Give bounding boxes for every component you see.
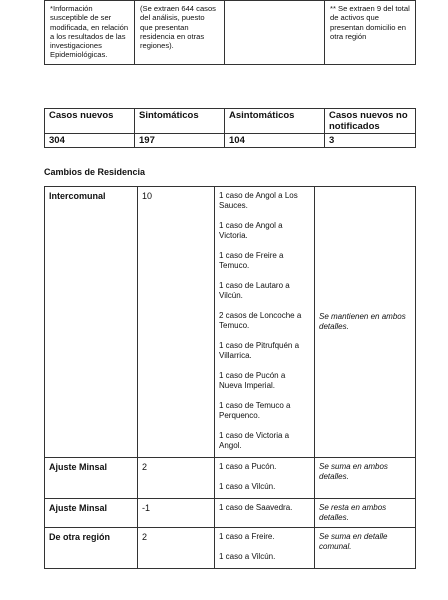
notes-row — [45, 1, 416, 65]
detail-item: 1 caso de Temuco a Perquenco. — [219, 401, 291, 420]
note-excluded-cases: (Se extraen 644 casos del análisis, puesto que presentan residencia en otras regiones). — [135, 1, 225, 65]
header-unnotified: Casos nuevos no notificados — [325, 109, 416, 134]
section-title: Cambios de Residencia — [44, 167, 146, 177]
detail-item: 1 caso de Pitrufquén a Villarrica. — [219, 341, 300, 360]
details-cell — [215, 528, 315, 569]
detail-item: 1 caso de Victoria a Angol. — [219, 431, 290, 450]
detail-item: 2 casos de Loncoche a Temuco. — [219, 311, 302, 330]
detail-item: 1 caso a Pucón. — [219, 462, 277, 471]
detail-item: 1 caso de Angol a Los Sauces. — [219, 191, 298, 210]
note-cell: Se mantienen en ambos detalles. — [315, 187, 416, 458]
count-cell: 2 — [138, 458, 215, 499]
cases-header-row — [45, 109, 416, 134]
table-row — [45, 187, 416, 458]
detail-item: 1 caso a Freire. — [219, 532, 275, 541]
header-new-cases: Casos nuevos — [45, 109, 135, 134]
count-cell: -1 — [138, 499, 215, 528]
header-asymptomatic: Asintomáticos — [225, 109, 325, 134]
notes-table — [44, 0, 416, 65]
note-cell: Se suma en detalle comunal. — [315, 528, 416, 569]
detail-item: 1 caso de Pucón a Nueva Imperial. — [219, 371, 286, 390]
category-cell: Intercomunal — [45, 187, 138, 458]
table-row — [45, 499, 416, 528]
note-cell: Se suma en ambos detalles. — [315, 458, 416, 499]
note-excluded-active: ** Se extraen 9 del total de activos que presentan domicilio en otra región — [325, 1, 416, 65]
detail-item: 1 caso de Lautaro a Vilcún. — [219, 281, 290, 300]
value-unnotified: 3 — [325, 134, 416, 148]
details-cell — [215, 458, 315, 499]
details-cell — [215, 499, 315, 528]
note-empty-cell — [225, 1, 325, 65]
cases-table — [44, 108, 416, 148]
category-cell: De otra región — [45, 528, 138, 569]
detail-item: 1 caso a Vilcún. — [219, 482, 276, 491]
value-asymptomatic: 104 — [225, 134, 325, 148]
value-symptomatic: 197 — [135, 134, 225, 148]
residence-changes-table — [44, 186, 416, 569]
detail-item: 1 caso de Saavedra. — [219, 503, 293, 512]
value-new-cases: 304 — [45, 134, 135, 148]
table-row — [45, 458, 416, 499]
detail-item: 1 caso de Angol a Victoria. — [219, 221, 283, 240]
count-cell: 2 — [138, 528, 215, 569]
note-epidemiological: *Información susceptible de ser modificada, en relación a los resultados de las investigaciones Epidemiológicas. — [45, 1, 135, 65]
cases-value-row — [45, 134, 416, 148]
detail-item: 1 caso a Vilcún. — [219, 552, 276, 561]
note-cell: Se resta en ambos detalles. — [315, 499, 416, 528]
detail-item: 1 caso de Freire a Temuco. — [219, 251, 284, 270]
details-cell — [215, 187, 315, 458]
count-cell: 10 — [138, 187, 215, 458]
category-cell: Ajuste Minsal — [45, 458, 138, 499]
category-cell: Ajuste Minsal — [45, 499, 138, 528]
table-row — [45, 528, 416, 569]
header-symptomatic: Sintomáticos — [135, 109, 225, 134]
